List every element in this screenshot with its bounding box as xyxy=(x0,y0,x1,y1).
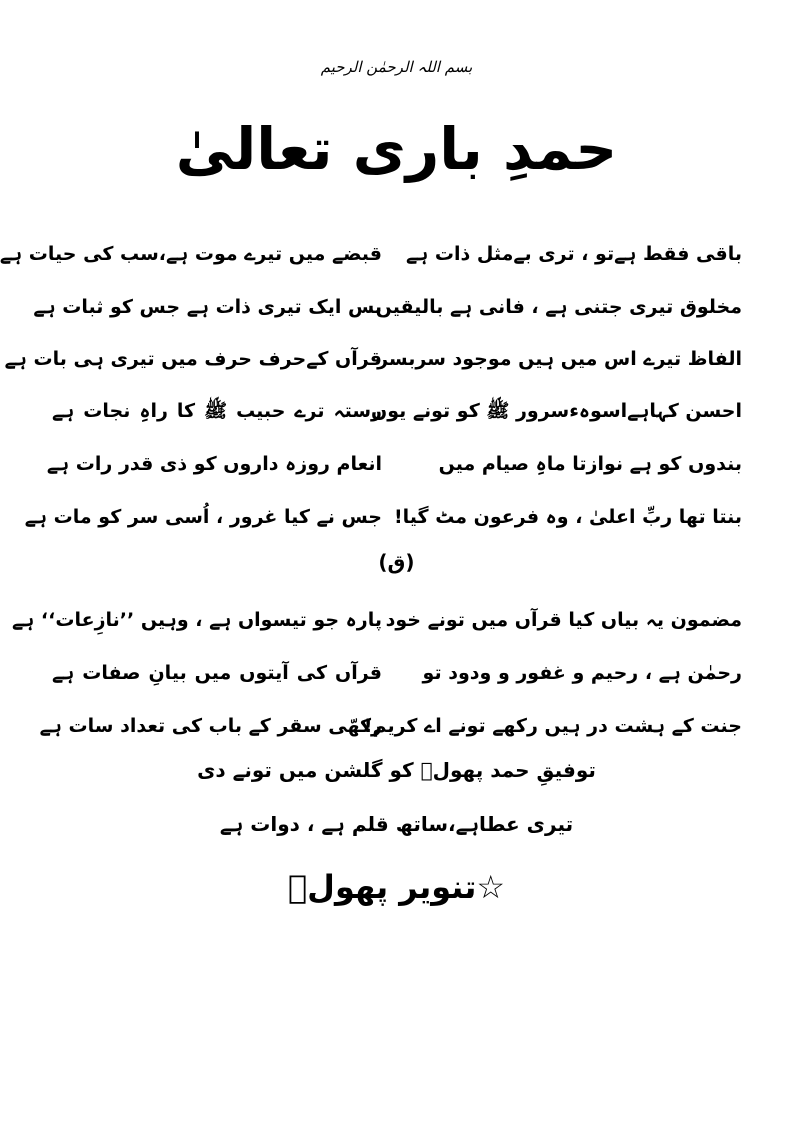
misra-second: قرآں کی آیتوں میں بیانِ صفات ہے xyxy=(52,662,382,684)
misra-first: بندوں کو ہے نوازتا ماہِ صیام میں xyxy=(438,453,742,475)
qita-couplet-2 xyxy=(52,655,742,691)
misra-first: بنتا تھا ربِّ اعلیٰ ، وہ فرعون مٹ گیا! xyxy=(393,506,742,528)
misra-first: جنت کے ہشت در ہیں رکھے تونے اے کریم! xyxy=(363,715,742,737)
couplet-4 xyxy=(52,393,742,429)
misra-second: بس ایک تیری ذات ہے جس کو ثبات ہے xyxy=(33,296,382,318)
misra-first: الفاظ تیرے اس میں ہیں موجود سربسر xyxy=(377,348,742,370)
misra-second: انعام روزہ داروں کو ذی قدر رات ہے xyxy=(46,453,382,475)
couplet-6 xyxy=(24,499,742,535)
bismillah-line: بسم اللہ الرحمٰن الرحیم xyxy=(320,58,473,76)
misra-second: پارہ جو تیسواں ہے ، وہیں ’’نازِعات‘‘ ہے xyxy=(12,609,382,631)
qita-couplet-3 xyxy=(39,708,742,744)
misra-second: رستہ ترے حبیب ﷺ کا راہِ نجات ہے xyxy=(52,400,382,422)
misra-second: جس نے کیا غرور ، اُسی سر کو مات ہے xyxy=(24,506,382,528)
poet-signature: ☆تنویر پھولؔ xyxy=(287,868,506,906)
misra-second: قرآں کےحرف حرف میں تیری ہی بات ہے xyxy=(4,348,382,370)
misra-first: مضمون یہ بیاں کیا قرآں میں تونے خود xyxy=(385,609,742,631)
qita-marker: (ق) xyxy=(378,550,415,574)
misra-first: باقی فقط ہےتو ، تری بےمثل ذات ہے xyxy=(406,243,742,265)
couplet-1 xyxy=(0,236,742,272)
misra-second: رکھّی سقر کے باب کی تعداد سات ہے xyxy=(39,715,382,737)
misra-first: احسن کہاہےاسوہءسرور ﷺ کو تونے یوں xyxy=(371,400,742,422)
misra-first: رحمٰن ہے ، رحیم و غفور و ودود تو xyxy=(422,662,742,684)
qita-couplet-1 xyxy=(12,602,742,638)
maqta-second-line: تیری عطاہے،ساتھ قلم ہے ، دوات ہے xyxy=(219,812,574,836)
maqta-first-line: توفیقِ حمد پھولؔ کو گلشن میں تونے دی xyxy=(197,758,596,782)
misra-second: قبضے میں تیرے موت ہے،سب کی حیات ہے xyxy=(0,243,382,265)
couplet-5 xyxy=(46,446,742,482)
poem-title: حمدِ باری تعالیٰ xyxy=(175,115,618,183)
misra-first: مخلوق تیری جتنی ہے ، فانی ہے بالیقیں xyxy=(375,296,742,318)
couplet-2 xyxy=(33,289,742,325)
couplet-3 xyxy=(4,341,742,377)
